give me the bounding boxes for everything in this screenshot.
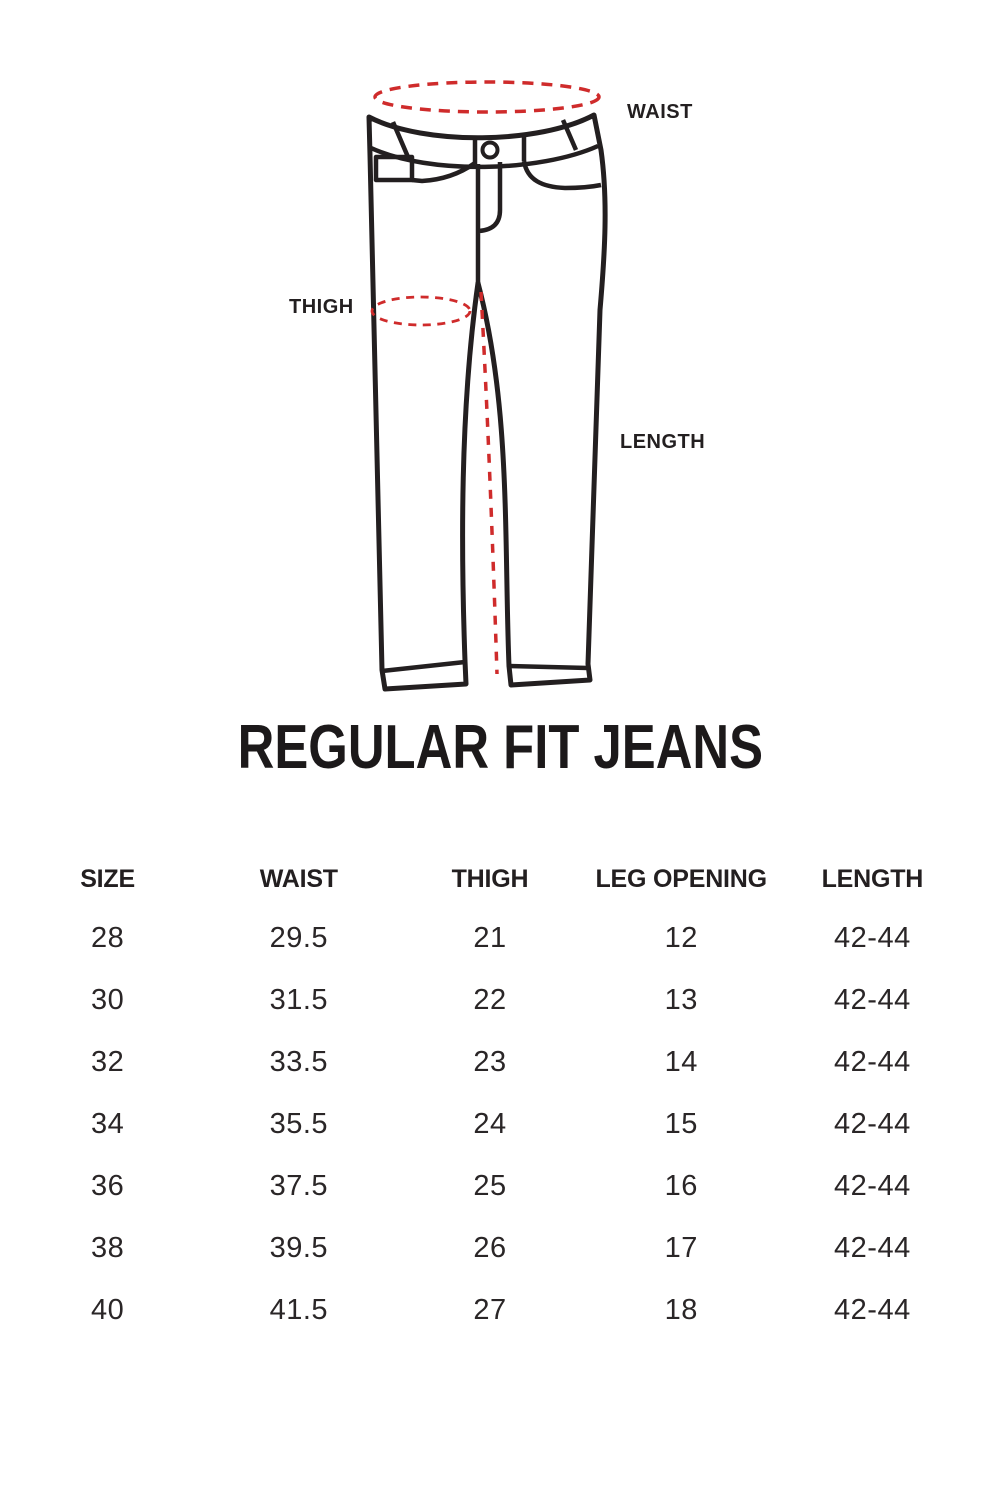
table-header-row (12, 851, 968, 907)
size-chart-table (12, 851, 968, 1341)
column-header-leg-opening: LEG OPENING (595, 864, 767, 893)
table-cell: 28 (90, 921, 125, 954)
table-row-size-34 (12, 1093, 968, 1155)
table-cell: 13 (664, 983, 698, 1016)
table-cell: 31.5 (269, 983, 329, 1016)
jeans-button (483, 143, 498, 158)
table-cell: 42-44 (834, 983, 911, 1016)
table-cell: 34 (90, 1107, 125, 1140)
table-cell: 30 (90, 983, 125, 1016)
table-cell: 42-44 (834, 1107, 911, 1140)
table-row-size-28 (12, 907, 968, 969)
table-cell: 40 (90, 1293, 125, 1326)
table-cell: 35.5 (269, 1107, 329, 1140)
column-header-length: LENGTH (821, 864, 924, 893)
table-cell: 14 (664, 1045, 698, 1078)
table-cell: 41.5 (269, 1293, 329, 1326)
table-body (12, 907, 968, 1341)
table-cell: 37.5 (269, 1169, 329, 1202)
table-cell: 18 (664, 1293, 698, 1326)
table-cell: 26 (473, 1231, 507, 1264)
thigh-label: THIGH (289, 296, 354, 318)
table-cell: 25 (473, 1169, 507, 1202)
table-row-size-40 (12, 1279, 968, 1341)
table-cell: 15 (664, 1107, 698, 1140)
table-cell: 42-44 (834, 1045, 911, 1078)
table-cell: 12 (664, 921, 698, 954)
table-row-size-32 (12, 1031, 968, 1093)
page-title: REGULAR FIT JEANS (237, 713, 763, 782)
table-cell: 23 (473, 1045, 507, 1078)
table-cell: 42-44 (834, 1169, 911, 1202)
table-cell: 42-44 (834, 1293, 911, 1326)
table-cell: 38 (90, 1231, 125, 1264)
table-cell: 21 (473, 921, 507, 954)
table-cell: 42-44 (834, 1231, 911, 1264)
table-cell: 29.5 (269, 921, 329, 954)
title-container (0, 712, 1000, 783)
column-header-waist: WAIST (259, 864, 338, 893)
waist-label: WAIST (627, 101, 693, 123)
length-label: LENGTH (620, 431, 706, 453)
table-row-size-30 (12, 969, 968, 1031)
table-cell: 27 (473, 1293, 507, 1326)
table-cell: 42-44 (834, 921, 911, 954)
table-cell: 22 (473, 983, 507, 1016)
table-cell: 16 (664, 1169, 698, 1202)
column-header-size: SIZE (80, 864, 135, 893)
waist-measure-ellipse (375, 82, 599, 112)
table-row-size-38 (12, 1217, 968, 1279)
table-cell: 32 (90, 1045, 125, 1078)
table-cell: 39.5 (269, 1231, 329, 1264)
table-cell: 24 (473, 1107, 507, 1140)
table-row-size-36 (12, 1155, 968, 1217)
table-cell: 36 (90, 1169, 125, 1202)
table-cell: 17 (664, 1231, 698, 1264)
table-cell: 33.5 (269, 1045, 329, 1078)
column-header-thigh: THIGH (451, 864, 529, 893)
